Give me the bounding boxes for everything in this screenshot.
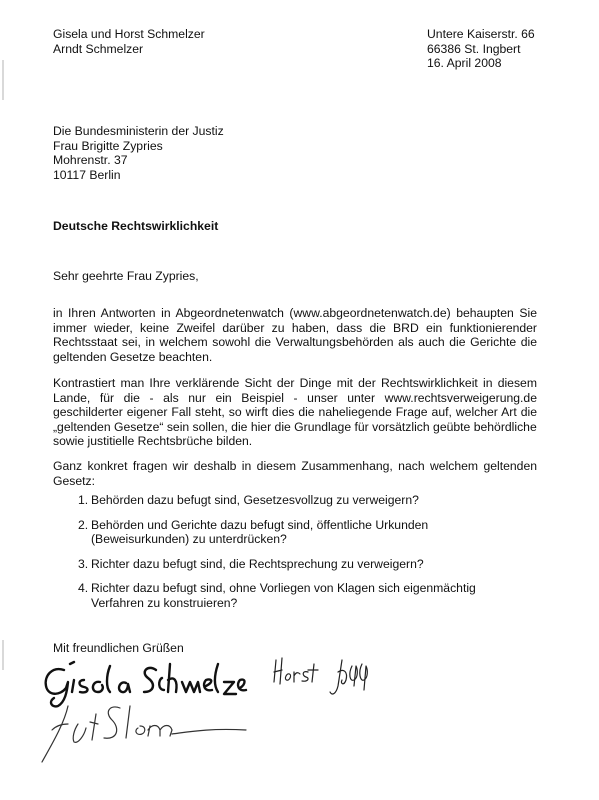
recipient-block [53, 124, 224, 182]
paragraph-line: Lande, für die - als nur ein Beispiel - unser unter www.rechtsverweigerung.de [53, 390, 537, 405]
salutation: Sehr geehrte Frau Zypries, [53, 269, 199, 283]
sender-street: Untere Kaiserstr. 66 [427, 27, 535, 41]
scan-margin-mark [2, 60, 4, 100]
paragraph-line: „geltenden Gesetze“ sein sollen, die hier die Grundlage für vorsätzlich geübte behördliche [53, 419, 537, 434]
letter-subject: Deutsche Rechtswirklichkeit [53, 219, 219, 233]
question-line: Richter dazu befugt sind, die Rechtsprechung zu verweigern? [91, 556, 424, 571]
sender-city: 66386 St. Ingbert [427, 41, 521, 56]
signature-horst [268, 650, 388, 698]
paragraph-line: sowie justitielle Rechtsbrüche bilden. [53, 434, 253, 448]
list-item [78, 581, 518, 610]
question-list [78, 493, 518, 620]
scan-margin-mark [2, 640, 4, 670]
question-text [91, 581, 518, 610]
list-item [78, 557, 518, 572]
paragraph-line: Kontrastiert man Ihre verklärende Sicht der Dinge mit der Rechtswirklichkeit in diesem [53, 376, 537, 390]
sender-name-second: Arndt Schmelzer [53, 41, 144, 56]
question-text [91, 557, 518, 572]
recipient-name: Frau Brigitte Zypries [53, 138, 163, 153]
question-number: 3. [78, 556, 89, 571]
paragraph-line: geltenden Gesetze beachten. [53, 349, 213, 364]
recipient-street: Mohrenstr. 37 [53, 153, 128, 167]
paragraph-line: Ganz konkret fragen wir deshalb in diesem Zusammenhang, nach welchem geltenden [53, 459, 537, 473]
question-text [91, 493, 518, 508]
question-number: 4. [78, 581, 89, 595]
sender-block [53, 27, 205, 56]
question-number: 1. [78, 493, 89, 507]
paragraph-3 [53, 459, 537, 488]
paragraph-line: Rechtsstaat sei, in welchem sowohl die Verwaltungsbehörden als auch die Gerichte die [53, 335, 537, 349]
question-line: Richter dazu befugt sind, ohne Vorliegen von Klagen sich eigenmächtig [91, 581, 476, 595]
recipient-city: 10117 Berlin [53, 167, 121, 182]
recipient-office: Die Bundesministerin der Justiz [53, 124, 224, 138]
paragraph-line: Gesetz: [53, 473, 95, 488]
question-line: Behörden und Gerichte dazu befugt sind, öffentliche Urkunden [91, 517, 429, 532]
sender-address-block [427, 27, 535, 71]
letter-date: 16. April 2008 [427, 56, 502, 70]
list-item [78, 518, 518, 547]
question-number: 2. [78, 517, 89, 532]
question-line: Verfahren zu konstruieren? [91, 595, 238, 610]
paragraph-2 [53, 376, 537, 449]
question-text [91, 518, 518, 547]
paragraph-1 [53, 306, 537, 364]
paragraph-line: geschilderter eigener Fall steht, so wirft dies die naheliegende Frage auf, welcher Art die [53, 405, 537, 419]
question-line: Behörden dazu befugt sind, Gesetzesvollzug zu verweigern? [91, 493, 419, 507]
list-item [78, 493, 518, 508]
paragraph-line: in Ihren Antworten in Abgeordnetenwatch (www.abgeordnetenwatch.de) behaupten Sie [53, 306, 537, 320]
signature-arndt [38, 700, 248, 768]
paragraph-line: immer wieder, keine Zweifel darüber zu haben, dass die BRD ein funktionierender [53, 320, 537, 335]
closing: Mit freundlichen Grüßen [53, 641, 184, 655]
sender-names: Gisela und Horst Schmelzer [53, 27, 205, 41]
question-line: (Beweisurkunden) zu unterdrücken? [91, 532, 287, 546]
